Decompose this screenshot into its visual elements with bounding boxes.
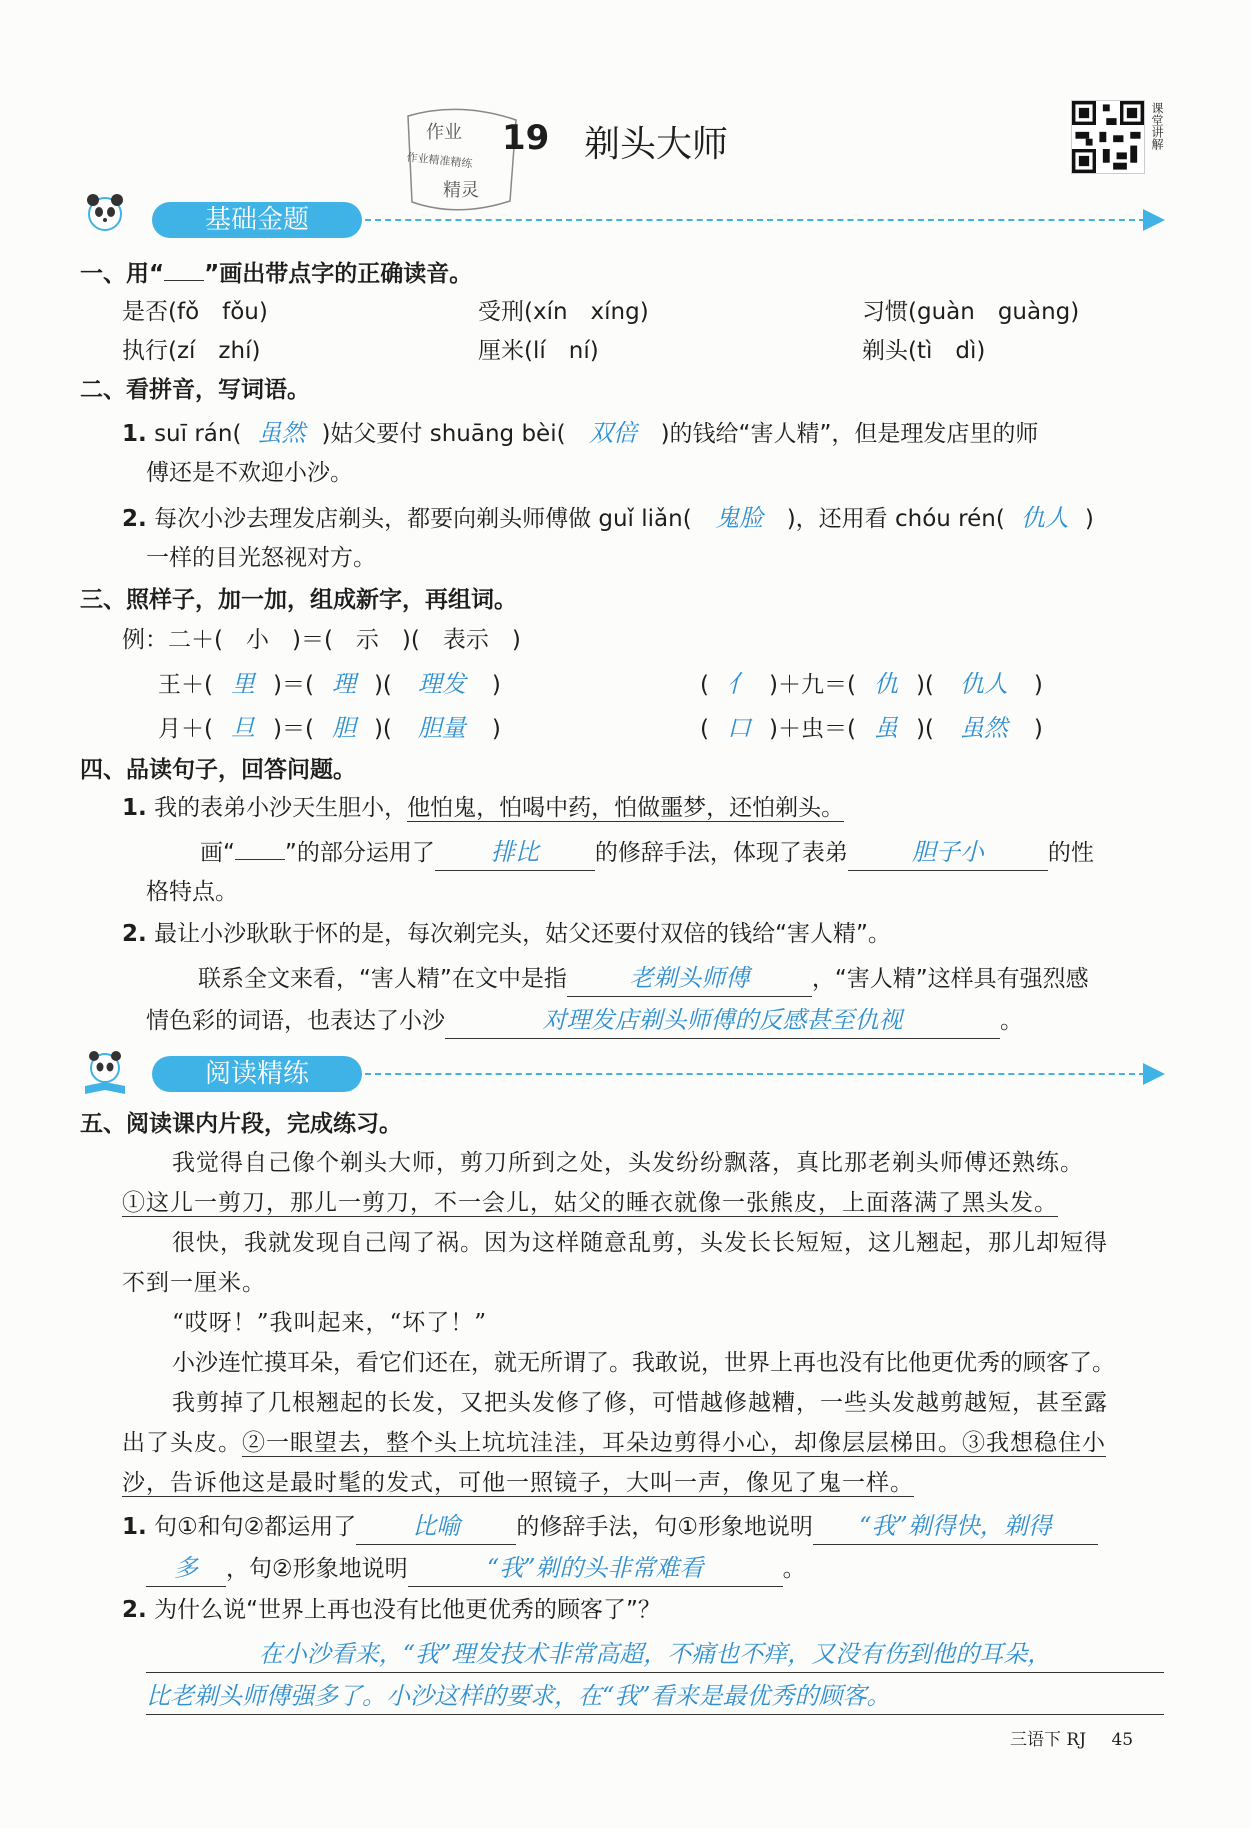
panda-mascot-icon — [80, 188, 130, 238]
q3-r1-answer-1[interactable]: 里 — [230, 670, 255, 698]
q2-s1-line1: 1. suī rán( 虽然 )姑父要付 shuāng bèi( 双倍 )的钱给“害人精”，但是理发店里的师 — [122, 415, 1038, 452]
banner-reading-label: 阅读精练 — [152, 1056, 362, 1092]
q1-item-4[interactable]: 执行(zí zhí) — [122, 338, 261, 364]
banner-reading — [80, 1056, 1165, 1092]
q3-row2-right: ( 口 )＋虫＝( 虽 )( 虽然 ) — [700, 710, 1043, 747]
q5-p1: 我觉得自己像个剃头大师，剪刀所到之处，头发纷纷飘落，真比那老剃头师傅还熟练。 — [172, 1150, 1084, 1176]
q5-heading: 五、阅读课内片段，完成练习。 — [80, 1111, 402, 1137]
q3-r1-answer-4[interactable]: 亻 — [726, 670, 751, 698]
q3-r1-answer-6[interactable]: 仇人 — [959, 670, 1008, 698]
q1-item-5[interactable]: 厘米(lí ní) — [478, 338, 599, 364]
q1-heading: 一、用“ ”画出带点字的正确读音。 — [80, 261, 473, 287]
page-footer — [1010, 1725, 1133, 1750]
q3-r1-answer-2[interactable]: 理 — [331, 670, 356, 698]
banner-basic — [80, 202, 1165, 238]
q4-s1-question-end: 格特点。 — [146, 879, 238, 905]
stamp-line-2: 作业精准精练 — [405, 150, 473, 171]
q2-s2-line1: 2. 每次小沙去理发店剃头，都要向剃头师傅做 guǐ liǎn( 鬼脸 )，还用看 chóu rén( 仇人 ) — [122, 500, 1094, 537]
q2-s1-answer-1[interactable]: 虽然 — [257, 419, 306, 447]
q3-example: 例：二＋( 小 )＝( 示 )( 表示 ) — [122, 627, 521, 653]
q3-row1-left: 王＋( 里 )＝( 理 )( 理发 ) — [158, 666, 501, 703]
q5-p1b: ①这儿一剪刀，那儿一剪刀，不一会儿，姑父的睡衣就像一张熊皮，上面落满了黑头发。 — [122, 1190, 1058, 1216]
lesson-number: 19 — [502, 118, 550, 158]
q5-s1-line1: 1. 句①和句②都运用了 比喻 的修辞手法，句①形象地说明 “我”剃得快，剃得 — [122, 1508, 1098, 1545]
q1-item-6[interactable]: 剃头(tì dì) — [862, 338, 986, 364]
q1-item-3[interactable]: 习惯(guàn guàng) — [862, 299, 1080, 325]
q4-s1-sentence: 1. 我的表弟小沙天生胆小，他怕鬼，怕喝中药，怕做噩梦，还怕剃头。 — [122, 795, 845, 821]
q2-heading: 二、看拼音，写词语。 — [80, 377, 310, 403]
q5-p3: “哎呀！”我叫起来，“坏了！” — [172, 1310, 488, 1336]
q3-heading: 三、照样子，加一加，组成新字，再组词。 — [80, 587, 517, 613]
qr-code-icon[interactable] — [1071, 100, 1145, 174]
q3-r2-answer-4[interactable]: 口 — [726, 714, 751, 742]
lesson-title: 剃头大师 — [584, 124, 729, 165]
page-number: 45 — [1111, 1730, 1134, 1750]
q5-p5c: 沙，告诉他这是最时髦的发式，可他一照镜子，大叫一声，像见了鬼一样。 — [122, 1470, 914, 1496]
q5-p2: 很快，我就发现自己闯了祸。因为这样随意乱剪，头发长长短短，这儿翘起，那儿却短得 — [172, 1230, 1108, 1256]
q3-row2-left: 月＋( 旦 )＝( 胆 )( 胆量 ) — [158, 710, 501, 747]
q2-s1-answer-2[interactable]: 双倍 — [589, 419, 638, 447]
banner-basic-label: 基础金题 — [152, 202, 362, 238]
q4-s1-question: 画“ ”的部分运用了 排比 的修辞手法，体现了表弟 胆子小 的性 — [200, 834, 1094, 871]
q2-s2-answer-1[interactable]: 鬼脸 — [715, 504, 764, 532]
q4-s2-question-2: 情色彩的词语，也表达了小沙 对理发店剃头师傅的反感甚至仇视 。 — [146, 1002, 1023, 1039]
panda-reading-icon — [80, 1046, 130, 1096]
q5-s1-answer-1[interactable]: 比喻 — [356, 1508, 516, 1545]
q4-s2-sentence: 2. 最让小沙耿耿于怀的是，每次剃完头，姑父还要付双倍的钱给“害人精”。 — [122, 921, 891, 947]
q3-r2-answer-3[interactable]: 胆量 — [417, 714, 466, 742]
q5-p5: 我剪掉了几根翘起的长发，又把头发修了修，可惜越修越糟，一些头发越剪越短，甚至露 — [172, 1390, 1108, 1416]
q3-row1-right: ( 亻 )＋九＝( 仇 )( 仇人 ) — [700, 666, 1043, 703]
q1-item-1[interactable]: 是否(fǒ fǒu) — [122, 299, 268, 325]
q4-heading: 四、品读句子，回答问题。 — [80, 757, 356, 783]
q5-p5b: 出了头皮。②一眼望去，整个头上坑坑洼洼，耳朵边剪得小心，却像层层梯田。③我想稳住小 — [122, 1430, 1106, 1456]
q4-s2-answer-1[interactable]: 老剃头师傅 — [567, 960, 812, 997]
q4-s1-answer-2[interactable]: 胆子小 — [848, 834, 1048, 871]
q5-s1-answer-2b[interactable]: 多 — [146, 1550, 226, 1587]
q4-s1-answer-1[interactable]: 排比 — [435, 834, 595, 871]
q5-s2-question: 2. 为什么说“世界上再也没有比他更优秀的顾客了”？ — [122, 1597, 661, 1623]
q3-r2-answer-5[interactable]: 虽 — [873, 714, 898, 742]
q5-s2-answer-line-1[interactable]: 在小沙看来，“我”理发技术非常高超，不痛也不痒，又没有伤到他的耳朵， — [146, 1636, 1164, 1673]
q5-s2-answer-line-2[interactable]: 比老剃头师傅强多了。小沙这样的要求，在“我”看来是最优秀的顾客。 — [146, 1678, 1164, 1715]
q2-s2-line2: 一样的目光怒视对方。 — [146, 545, 376, 571]
q3-r2-answer-1[interactable]: 旦 — [230, 714, 255, 742]
q5-p2b: 不到一厘米。 — [122, 1270, 266, 1296]
q5-s1-answer-3[interactable]: “我”剃的头非常难看 — [408, 1550, 783, 1587]
q3-r2-answer-6[interactable]: 虽然 — [959, 714, 1008, 742]
q2-s2-answer-2[interactable]: 仇人 — [1020, 504, 1069, 532]
stamp-line-3: 精灵 — [443, 180, 479, 201]
q4-s2-question: 联系全文来看，“害人精”在文中是指 老剃头师傅 ，“害人精”这样具有强烈感 — [198, 960, 1089, 997]
qr-label: 课堂讲解 — [1150, 102, 1164, 150]
q5-s1-line2: 多 ，句②形象地说明 “我”剃的头非常难看 。 — [146, 1550, 806, 1587]
footer-label: 三语下 RJ — [1010, 1730, 1087, 1750]
q2-s1-line2: 傅还是不欢迎小沙。 — [146, 460, 353, 486]
stamp-line-1: 作业 — [426, 122, 462, 143]
q3-r2-answer-2[interactable]: 胆 — [331, 714, 356, 742]
q3-r1-answer-5[interactable]: 仇 — [873, 670, 898, 698]
q5-p4: 小沙连忙摸耳朵，看它们还在，就无所谓了。我敢说，世界上再也没有比他更优秀的顾客了。 — [172, 1350, 1115, 1376]
q4-s2-answer-2[interactable]: 对理发店剃头师傅的反感甚至仇视 — [445, 1002, 1000, 1039]
q5-s1-answer-2[interactable]: “我”剃得快，剃得 — [813, 1508, 1098, 1545]
q3-r1-answer-3[interactable]: 理发 — [417, 670, 466, 698]
q1-item-2[interactable]: 受刑(xín xíng) — [478, 299, 649, 325]
